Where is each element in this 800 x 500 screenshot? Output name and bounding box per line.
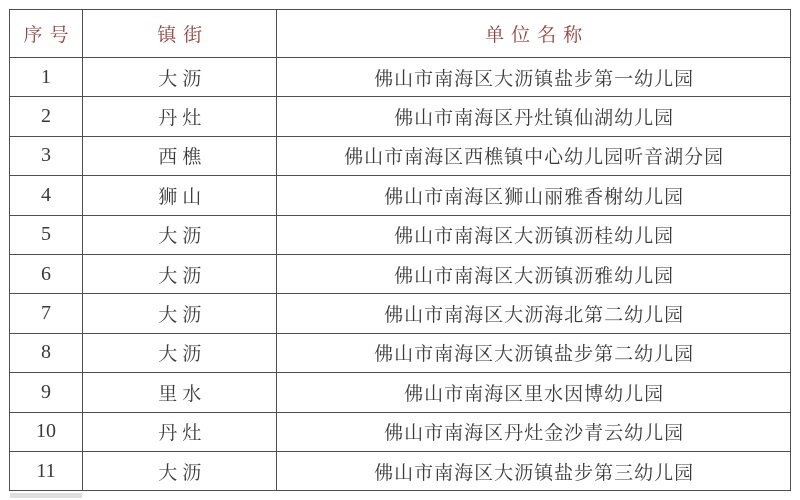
table-row xyxy=(10,333,791,372)
row-number-cell: 8 xyxy=(10,333,83,372)
town-cell: 大沥 xyxy=(83,215,277,254)
unit-name-cell: 佛山市南海区丹灶金沙青云幼儿园 xyxy=(277,412,791,451)
unit-name-cell: 佛山市南海区大沥镇沥雅幼儿园 xyxy=(277,254,791,293)
town-cell: 丹灶 xyxy=(83,97,277,136)
table-row xyxy=(10,412,791,451)
row-number-cell: 5 xyxy=(10,215,83,254)
unit-name-cell: 佛山市南海区大沥镇盐步第二幼儿园 xyxy=(277,333,791,372)
unit-name-cell: 佛山市南海区大沥镇沥桂幼儿园 xyxy=(277,215,791,254)
row-number-cell: 3 xyxy=(10,136,83,175)
row-number-cell: 7 xyxy=(10,294,83,333)
town-cell: 大沥 xyxy=(83,58,277,97)
row-number-cell: 11 xyxy=(10,451,83,490)
table-row xyxy=(10,215,791,254)
kindergarten-units-table xyxy=(9,9,791,491)
row-number-cell: 1 xyxy=(10,58,83,97)
unit-name-cell: 佛山市南海区大沥海北第二幼儿园 xyxy=(277,294,791,333)
town-cell: 里水 xyxy=(83,373,277,412)
unit-name-cell: 佛山市南海区大沥镇盐步第一幼儿园 xyxy=(277,58,791,97)
column-header-no: 序号 xyxy=(10,10,83,58)
town-cell: 大沥 xyxy=(83,254,277,293)
table-row xyxy=(10,451,791,490)
table-row xyxy=(10,254,791,293)
table-row xyxy=(10,176,791,215)
bottom-left-artifact xyxy=(10,493,82,498)
column-header-unit-name: 单位名称 xyxy=(277,10,791,58)
unit-name-cell: 佛山市南海区西樵镇中心幼儿园听音湖分园 xyxy=(277,136,791,175)
row-number-cell: 9 xyxy=(10,373,83,412)
table-row xyxy=(10,97,791,136)
row-number-cell: 6 xyxy=(10,254,83,293)
table-row xyxy=(10,373,791,412)
town-cell: 大沥 xyxy=(83,333,277,372)
column-header-town: 镇街 xyxy=(83,10,277,58)
table-row xyxy=(10,294,791,333)
table-header-row xyxy=(10,10,791,58)
row-number-cell: 10 xyxy=(10,412,83,451)
town-cell: 丹灶 xyxy=(83,412,277,451)
table-row xyxy=(10,136,791,175)
town-cell: 大沥 xyxy=(83,294,277,333)
unit-name-cell: 佛山市南海区狮山丽雅香榭幼儿园 xyxy=(277,176,791,215)
unit-name-cell: 佛山市南海区里水因博幼儿园 xyxy=(277,373,791,412)
row-number-cell: 4 xyxy=(10,176,83,215)
table-row xyxy=(10,58,791,97)
town-cell: 狮山 xyxy=(83,176,277,215)
row-number-cell: 2 xyxy=(10,97,83,136)
town-cell: 西樵 xyxy=(83,136,277,175)
town-cell: 大沥 xyxy=(83,451,277,490)
unit-name-cell: 佛山市南海区大沥镇盐步第三幼儿园 xyxy=(277,451,791,490)
unit-name-cell: 佛山市南海区丹灶镇仙湖幼儿园 xyxy=(277,97,791,136)
